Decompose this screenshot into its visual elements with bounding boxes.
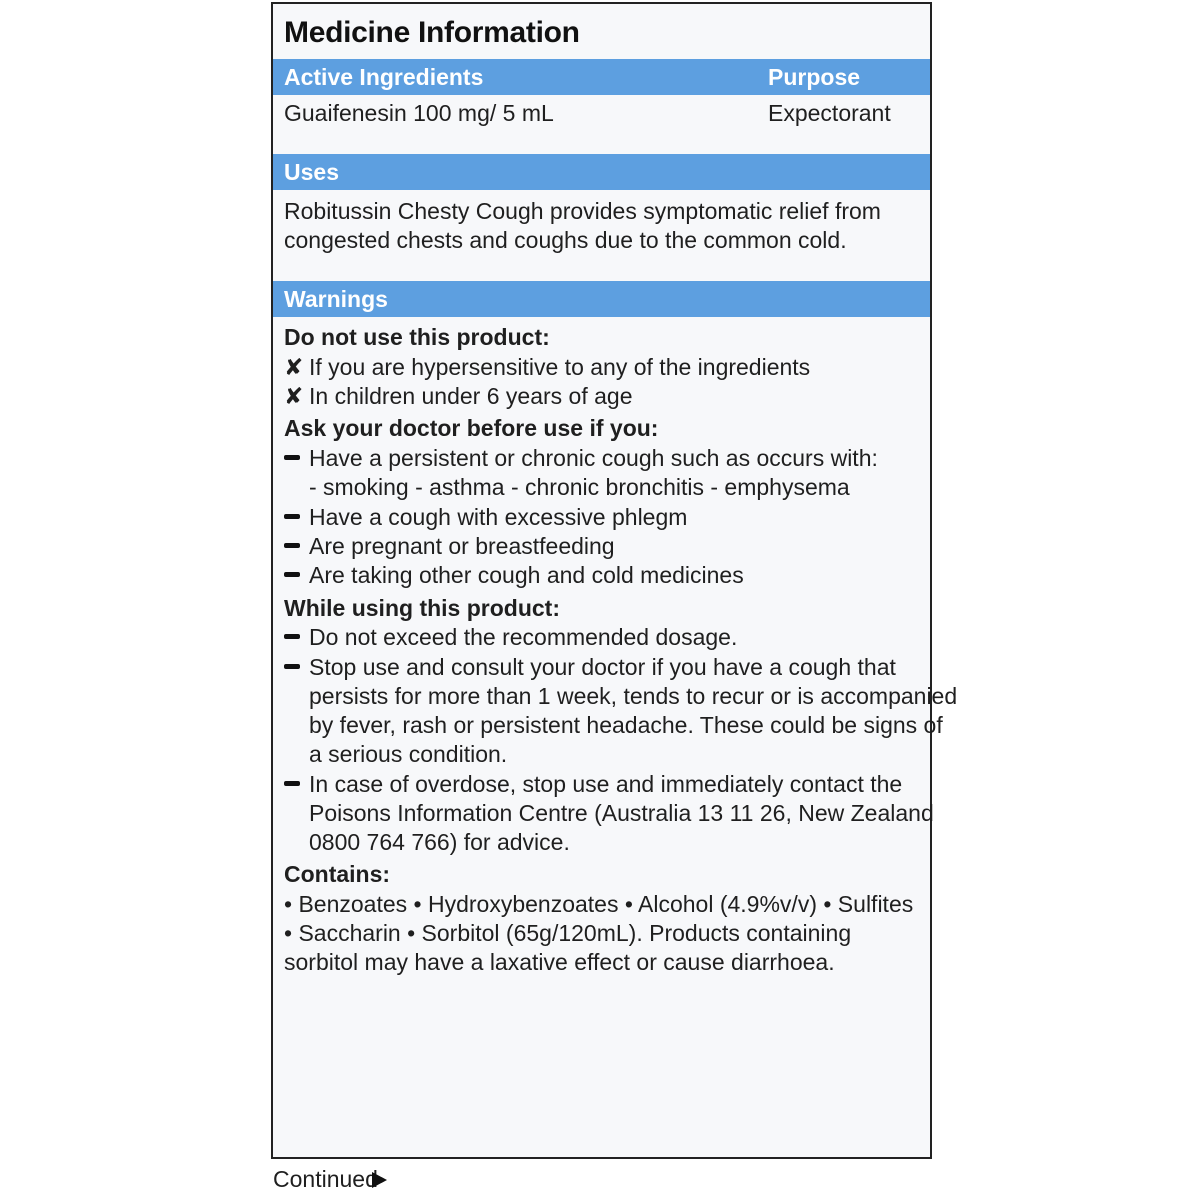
purpose-value: Expectorant: [768, 100, 891, 126]
dash-icon: [284, 543, 300, 548]
dash-icon: [284, 455, 300, 460]
uses-text-line: Robitussin Chesty Cough provides symptomatic relief from: [284, 198, 881, 224]
while-using-heading: While using this product:: [284, 595, 560, 621]
ask-doctor-item-continued: - smoking - asthma - chronic bronchitis - emphysema: [309, 474, 850, 500]
play-arrow-icon: [372, 1172, 387, 1188]
uses-header: [273, 154, 930, 190]
uses-label: Uses: [284, 159, 339, 185]
footer: [271, 1160, 932, 1200]
cross-icon: ✘: [284, 354, 304, 380]
while-using-item-continued: persists for more than 1 week, tends to recur or is accompanied: [309, 683, 958, 709]
while-using-item-continued: by fever, rash or persistent headache. These could be signs of: [309, 712, 943, 738]
warnings-label: Warnings: [284, 286, 388, 312]
do-not-use-item: ✘ In children under 6 years of age: [284, 383, 633, 409]
active-ingredients-header: [273, 59, 930, 95]
contains-heading: Contains:: [284, 861, 391, 887]
ask-doctor-item: Are pregnant or breastfeeding: [284, 533, 615, 560]
uses-text-line: congested chests and coughs due to the common cold.: [284, 227, 847, 253]
continued-label: Continued: [273, 1166, 378, 1192]
while-using-item: Do not exceed the recommended dosage.: [284, 624, 737, 651]
ingredient-value: Guaifenesin 100 mg/ 5 mL: [284, 100, 554, 126]
purpose-label: Purpose: [768, 64, 861, 90]
while-using-item-continued: 0800 764 766) for advice.: [309, 829, 570, 855]
dash-icon: [284, 781, 300, 786]
while-using-item: In case of overdose, stop use and immediately contact the: [284, 771, 902, 798]
ask-doctor-item: Have a persistent or chronic cough such as occurs with:: [284, 445, 878, 472]
active-ingredients-label: Active Ingredients: [284, 64, 484, 90]
contains-line: • Saccharin • Sorbitol (65g/120mL). Products containing: [284, 920, 852, 946]
cross-icon: ✘: [284, 383, 304, 409]
dash-icon: [284, 514, 300, 519]
dash-icon: [284, 664, 300, 669]
page-title: Medicine Information: [284, 16, 580, 49]
while-using-item-continued: a serious condition.: [309, 741, 508, 767]
do-not-use-item: ✘ If you are hypersensitive to any of the ingredients: [284, 354, 811, 380]
ask-doctor-heading: Ask your doctor before use if you:: [284, 415, 659, 441]
warnings-header: [273, 281, 930, 317]
medicine-info-panel: [271, 2, 958, 1159]
contains-line: sorbitol may have a laxative effect or cause diarrhoea.: [284, 949, 835, 975]
while-using-item-continued: Poisons Information Centre (Australia 13 11 26, New Zealand: [309, 800, 934, 826]
dash-icon: [284, 634, 300, 639]
while-using-item: Stop use and consult your doctor if you have a cough that: [284, 654, 896, 681]
do-not-use-heading: Do not use this product:: [284, 324, 550, 350]
ask-doctor-item: Are taking other cough and cold medicines: [284, 562, 744, 589]
ask-doctor-item: Have a cough with excessive phlegm: [284, 504, 687, 531]
dash-icon: [284, 572, 300, 577]
contains-line: • Benzoates • Hydroxybenzoates • Alcohol (4.9%v/v) • Sulfites: [284, 891, 914, 917]
